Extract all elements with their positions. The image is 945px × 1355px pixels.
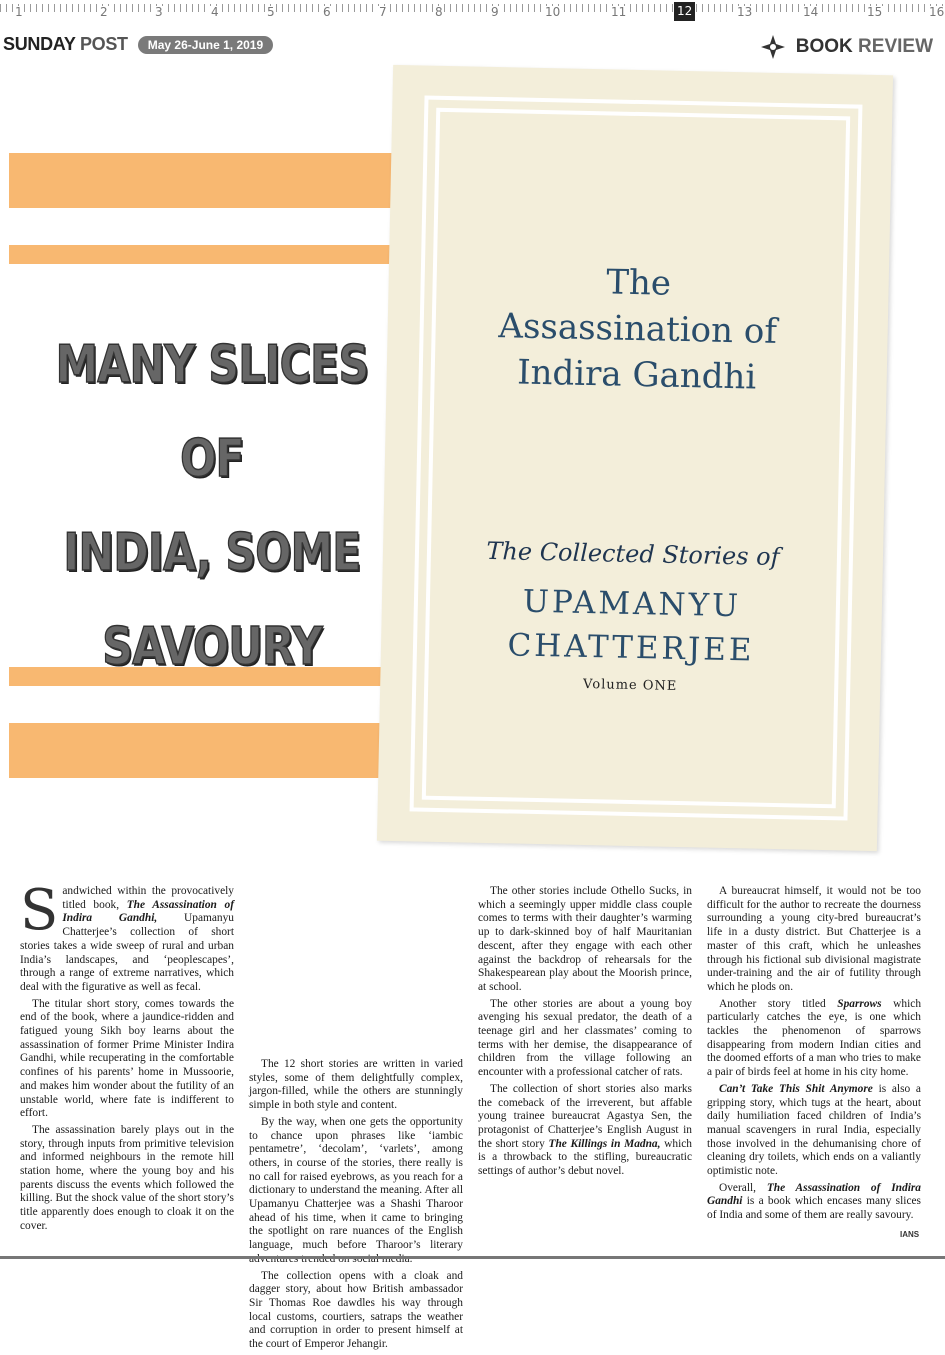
- paragraph-text: Another story titled: [719, 997, 838, 1010]
- page-ruler: [0, 0, 945, 24]
- book-cover: [377, 65, 893, 851]
- ruler-current-page: 12: [674, 2, 695, 21]
- article-paragraph: The 12 short stories are written in varied styles, some of them delightfully complex, jargon-filled, while the others are stunningly simple in both style and content.: [249, 1058, 463, 1112]
- cover-title-line: Assassination of: [498, 306, 778, 352]
- ruler-number: 8: [435, 5, 443, 19]
- ruler-number: 2: [100, 5, 108, 19]
- article-credit: IANS: [900, 1230, 920, 1239]
- article-paragraph: [707, 1083, 921, 1179]
- paragraph-text: andwiched within the provocatively titled book,: [62, 885, 234, 911]
- ruler-number: 1: [15, 5, 23, 19]
- cover-author-line: UPAMANYU: [522, 583, 742, 625]
- ruler-number: 7: [379, 5, 387, 19]
- ruler-number: 11: [611, 5, 627, 19]
- paragraph-text: is also a gripping story, which tugs at the heart, about daily humiliation faced children of India’s manual scavengers in rural India, especially those involved in the dehumanising chore of cleaning dry toilets, which ends on a valiantly optimistic note.: [707, 1082, 921, 1178]
- paragraph-text: which particularly catches the eye, is one which tackles the phenomenon of sparrows disappearing from modern Indian cities and the doomed efforts of a man who tries to make a pair of birds feel at home in his city home.: [707, 997, 922, 1079]
- decor-stripe: [9, 723, 387, 778]
- cover-frame-inner: [422, 108, 850, 809]
- cover-subtitle: The Collected Stories of: [486, 536, 780, 572]
- headline-line: SAVOURY: [102, 617, 322, 677]
- section-title: [796, 36, 933, 58]
- cover-volume: Volume ONE: [582, 676, 678, 694]
- brand-name: [3, 34, 128, 55]
- article-paragraph: The other stories are about a young boy avenging his sexual predator, the death of a teenage girl and her classmates’ coming to terms with her demise, the disappearance of children from the village following an encounter with a professional catcher of rats.: [478, 997, 692, 1079]
- compass-star-icon: [760, 34, 786, 60]
- book-title-mention: The Assassination of Indira Gandhi: [707, 1181, 921, 1208]
- article-paragraph: The collection opens with a cloak and dagger story, about how British ambassador Sir Thomas Roe dawdles his way through local customs, courtiers, satraps the weather and corruption in order to present himself at the court of Emperor Jehangir.: [249, 1269, 463, 1351]
- bottom-rule: [0, 1256, 945, 1259]
- ruler-number: 15: [867, 5, 883, 19]
- article-paragraph: [20, 878, 235, 995]
- paragraph-text: which is a throwback to the stifling, bureaucratic settings of author’s debut novel.: [478, 1137, 692, 1178]
- decor-stripe: [9, 153, 424, 208]
- paragraph-text: is a book which encases many slices of India and some of them are really savoury.: [707, 1195, 921, 1222]
- headline-line: INDIA, SOME: [63, 523, 361, 583]
- cover-author: [381, 577, 883, 675]
- cover-title: [386, 255, 889, 403]
- masthead: [3, 34, 273, 55]
- article-paragraph: By the way, when one gets the opportunity to chance upon phrases like ‘iambic pentametre’, ‘decolam’, ‘varlets’, among others, in course of the stories, there really is no call for raised eyebrows, as you reach for a dictionary to understand the meaning. After all Upamanyu Chatterjee was a Shashi Tharoor ahead of his time, when it came to bringing the spotlight on rare nuances of the English language, much before Tharoor’s literary: [249, 1115, 463, 1252]
- ruler-number: 13: [737, 5, 753, 19]
- article-paragraph: The assassination barely plays out in the story, through inputs from primitive television and informed neighbours in the remote hill station home, where the young boy and his parents discuss the events which followed the killing. But the shock value of the short story’s title apparently does enough to cloak it on the cover.: [20, 1123, 234, 1232]
- article-column-4: [707, 885, 921, 1226]
- cover-title-line: The: [605, 262, 672, 304]
- ruler-number: 14: [803, 5, 819, 19]
- drop-cap: S: [20, 878, 59, 943]
- ruler-number: 10: [545, 5, 561, 19]
- paragraph-text: Upamanyu Chatterjee’s collection of short stories takes a wide sweep of rural and urban India’s landscapes, and ‘peoplescapes’, through a range of extreme narratives, which deal with the figurative as well as fecal.: [20, 912, 235, 993]
- headline-line: MANY SLICES OF: [55, 335, 369, 489]
- cover-title-line: Indira Gandhi: [516, 352, 757, 398]
- ruler-number: 4: [211, 5, 219, 19]
- article-column-1: [20, 878, 235, 1237]
- paragraph-text: The collection of short stories also marks the comeback of the irreverent, but affable young trainee bureaucrat Agastya Sen, the protagonist of Chatterjee’s English August in the short story: [478, 1082, 692, 1150]
- brand-second: POST: [79, 34, 128, 54]
- section-first: BOOK: [795, 36, 853, 57]
- cover-author-line: CHATTERJEE: [507, 627, 755, 669]
- article-column-2: [249, 1058, 463, 1355]
- article-column-3: [478, 885, 692, 1182]
- brand-first: SUNDAY: [3, 34, 76, 54]
- article-headline: [48, 318, 376, 694]
- ruler-number: 16: [929, 5, 945, 19]
- article-paragraph: [478, 1083, 692, 1179]
- article-paragraph: A bureaucrat himself, it would not be too difficult for the author to recreate the dourness surrounding a young city-bred bureaucrat’s life in a dusty district. But Chatterjee is a master of this craft, which he unleashes through his fictional sub divisional magistrate under-training and the air of futility through which he plods on.: [707, 885, 921, 993]
- story-title-mention: Sparrows: [837, 997, 882, 1010]
- issue-date: May 26-June 1, 2019: [138, 36, 273, 54]
- section-second: REVIEW: [858, 36, 933, 57]
- decor-stripe: [9, 245, 419, 264]
- section-header: [760, 34, 933, 60]
- story-title-mention: The Killings in Madna,: [548, 1137, 661, 1150]
- paragraph-text: Overall,: [719, 1181, 767, 1194]
- book-title-mention: The Assassination of Indira Gandhi,: [62, 898, 234, 925]
- article-paragraph: The other stories include Othello Sucks, in which a seemingly upper middle class couple comes to terms with their daughter’s warming up to dark-skinned boy of half Mauritanian descent, after they engage with each other against the backdrop of rehearsals for the Shakespearean play about the Moorish prince, at school.: [478, 885, 692, 993]
- ruler-number: 3: [155, 5, 163, 19]
- ruler-number: 9: [491, 5, 499, 19]
- ruler-number: 6: [323, 5, 331, 19]
- article-paragraph: [707, 998, 921, 1080]
- story-title-mention: Can’t Take This Shit Anymore: [719, 1082, 873, 1095]
- ruler-number: 5: [267, 5, 275, 19]
- article-paragraph: [707, 1182, 921, 1223]
- article-paragraph: The titular short story, comes towards the end of the book, where a jaundice-ridden and fatigued young Sikh boy learns about the assassination of former Prime Minister Indira Gandhi, while recuperating in the comfortable confines of his parents’ home in Mussoorie, and makes him wonder about the futility of an unstable world, where fate is indifferent to effort.: [20, 997, 234, 1120]
